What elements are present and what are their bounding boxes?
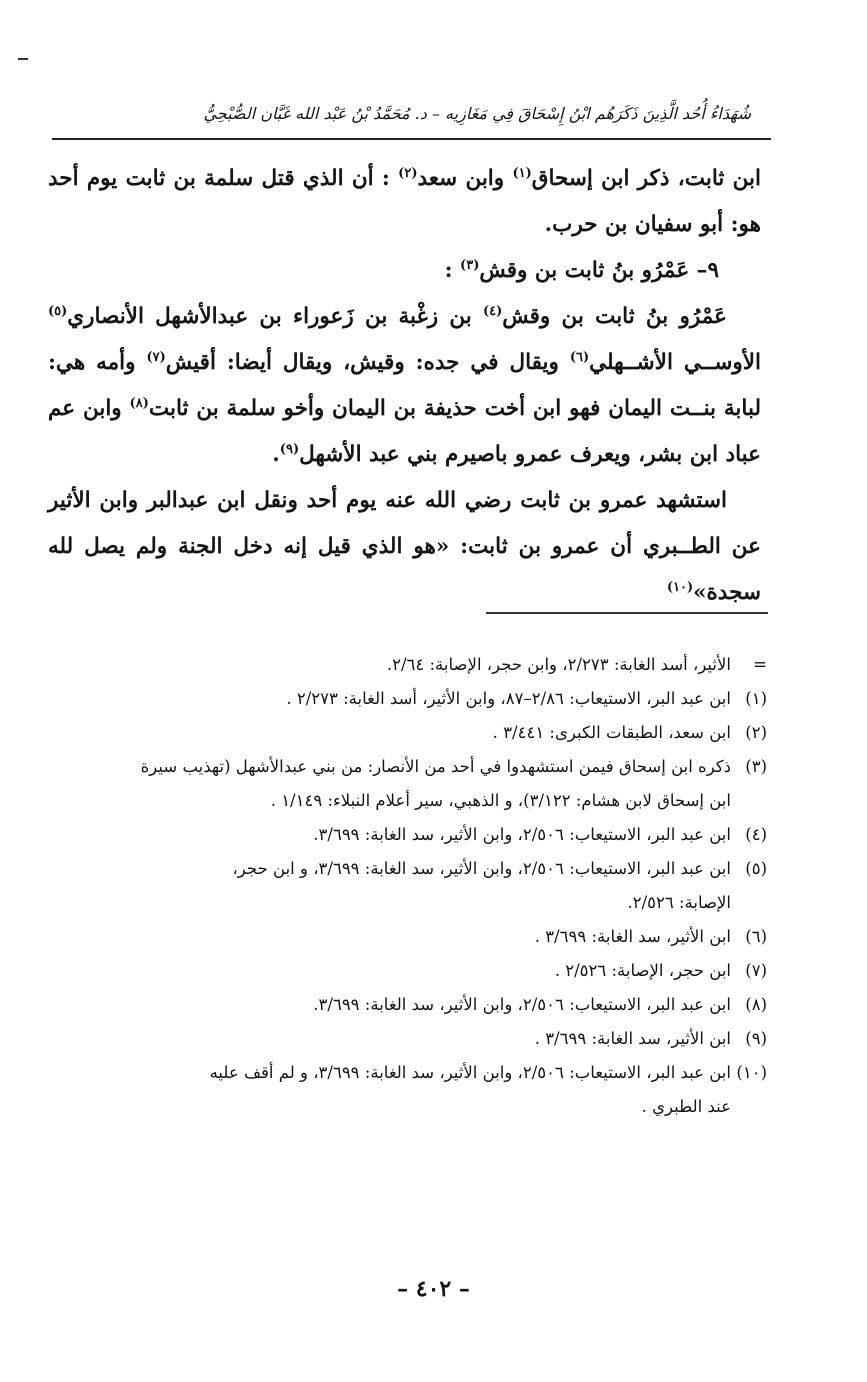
footnote-text [48, 1022, 731, 1056]
footnote-text [48, 818, 731, 852]
paragraph-martyrdom [48, 478, 761, 616]
footnote-ref[interactable]: (٣) [460, 257, 480, 273]
footnote [48, 716, 767, 750]
footnote-line: ابن الأثير، سد الغابة: ٣/٦٩٩ . [534, 1029, 731, 1048]
footnote [48, 682, 767, 716]
footnote-line: ابن الأثير، سد الغابة: ٣/٦٩٩ . [534, 927, 731, 946]
header-rule [52, 138, 771, 140]
footnote-number: (٨) [745, 995, 767, 1014]
footnote-ref[interactable]: (٧) [146, 349, 166, 365]
footnote-line: ابن عبد البر، الاستيعاب: ٢/٥٠٦، وابن الأثير، سد الغابة: ٣/٦٩٩، و ابن حجر، [232, 859, 731, 878]
footnote-text [48, 716, 731, 750]
footnote-number: (٦) [745, 927, 767, 946]
running-head: شُهَدَاءُ أُحُد الَّذِينَ ذَكَرَهُم ابْنُ إِسْحَاقَ فِي مَغَازِيه – د. مُحَمَّدُ بْنُ عَبْد الله غَبَّان الصُّبْحِيُّ [203, 104, 751, 123]
paragraph-biography [48, 294, 761, 478]
footnote-continuation: عند الطبري . [641, 1097, 731, 1116]
footnote-text [48, 920, 731, 954]
footnote-text [48, 852, 731, 920]
text-run: الأوســي الأشــهلي [589, 350, 762, 375]
footnote [48, 1056, 767, 1124]
paragraph-continuation [48, 156, 761, 248]
footnote-number: (١) [745, 689, 767, 708]
footnote-text [48, 750, 731, 818]
footnote [48, 988, 767, 1022]
footnote-ref[interactable]: (٢) [398, 165, 418, 181]
footnote-line: ابن سعد، الطبقات الكبرى: ٣/٤٤١ . [492, 723, 731, 742]
footnote [48, 648, 767, 682]
footnote-ref[interactable]: (٩) [279, 441, 300, 457]
footnote-ref[interactable]: (١٠) [666, 579, 694, 595]
footnote-ref[interactable]: (٤) [482, 303, 503, 319]
footnote-number: (١٠) [736, 1063, 767, 1082]
footnote [48, 852, 767, 920]
footnote-text [48, 954, 731, 988]
footnote-text [48, 988, 731, 1022]
footnote-line: الأثير، أسد الغابة: ٢/٢٧٣، وابن حجر، الإصابة: ٢/٦٤. [386, 655, 731, 674]
main-text [48, 156, 761, 616]
footnote-line: ابن حجر، الإصابة: ٢/٥٢٦ . [554, 961, 731, 980]
text-run: وابن سعد [417, 166, 513, 191]
footnotes [48, 648, 767, 1124]
page-number: – ٤٠٢ – [397, 1276, 470, 1302]
footnote [48, 920, 767, 954]
footnote-line: ابن عبد البر، الاستيعاب: ٢/٥٠٦، وابن الأثير، سد الغابة: ٣/٦٩٩، و لم أقف عليه [209, 1063, 731, 1082]
footnote-continuation: ابن إسحاق لابن هشام: ٣/١٢٢)، و الذهبي، سير أعلام النبلاء: ١/١٤٩ . [270, 791, 731, 810]
footnote-number: (٩) [745, 1029, 767, 1048]
footnote-line: ذكره ابن إسحاق فيمن استشهدوا في أحد من الأنصار: من بني عبدالأشهل (تهذيب سيرة [140, 757, 731, 776]
footnote-number: (٧) [745, 961, 767, 980]
footnote [48, 954, 767, 988]
footnote-ref[interactable]: (٨) [129, 395, 149, 411]
text-run: وأمه هي: لبابة بنــت اليمان فهو ابن أخت حذيفة بن اليمان وأخو سلمة بن ثابت [48, 350, 761, 421]
text-run: ويقال في جده: وقيش، ويقال أيضا: أقيش [165, 350, 570, 375]
text-run: : [444, 258, 461, 283]
footnote-number: (٣) [745, 757, 767, 776]
entry-heading [48, 248, 761, 294]
footnote-line: ابن عبد البر، الاستيعاب: ٢/٥٠٦، وابن الأثير، سد الغابة: ٣/٦٩٩. [313, 825, 731, 844]
footnote [48, 1022, 767, 1056]
text-run: بن زغْبة بن زَعوراء بن عبدالأشهل الأنصاري [67, 304, 483, 329]
footnote [48, 750, 767, 818]
footnote-continuation: الإصابة: ٢/٥٢٦. [627, 893, 731, 912]
footnote-text [48, 648, 731, 682]
footnote-line: ابن عبد البر، الاستيعاب: ٢/٨٦–٨٧، وابن الأثير، أسد الغابة: ٢/٢٧٣ . [286, 689, 731, 708]
text-run: : أن الذي قتل سلمة بن ثابت يوم أحد هو: أبو سفيان بن حرب. [48, 166, 761, 237]
text-run: ابن ثابت، ذكر ابن إسحاق [531, 166, 761, 191]
footnote-number: (٥) [745, 859, 767, 878]
footnote-line: ابن عبد البر، الاستيعاب: ٢/٥٠٦، وابن الأثير، سد الغابة: ٣/٦٩٩. [313, 995, 731, 1014]
footnote-text [48, 1056, 731, 1124]
footnote-ref[interactable]: (٦) [569, 349, 590, 365]
footnote-number: = [753, 655, 767, 674]
footnote [48, 818, 767, 852]
text-run: وابن عم عباد ابن بشر، ويعرف عمرو باصيرم بني عبد الأشهل [48, 396, 761, 467]
text-run: عَمْرُو بنُ ثابت بن وقش [502, 304, 727, 329]
footnote-ref[interactable]: (١) [512, 165, 532, 181]
text-run: استشهد عمرو بن ثابت رضي الله عنه يوم أحد ونقل ابن عبدالبر وابن الأثير عن الطــبري أن عمرو بن ثابت: «هو الذي قيل إنه دخل الجنة ولم يصل لله سجدة» [48, 488, 761, 605]
footnote-text [48, 682, 731, 716]
footnote-number: (٢) [745, 723, 767, 742]
text-run: ٩– عَمْرُو بنُ ثابت بن وقش [479, 258, 719, 283]
footnote-number: (٤) [745, 825, 767, 844]
text-run: . [272, 442, 280, 467]
margin-mark [18, 58, 28, 60]
footnote-ref[interactable]: (٥) [48, 303, 68, 319]
footnote-separator [486, 612, 768, 614]
